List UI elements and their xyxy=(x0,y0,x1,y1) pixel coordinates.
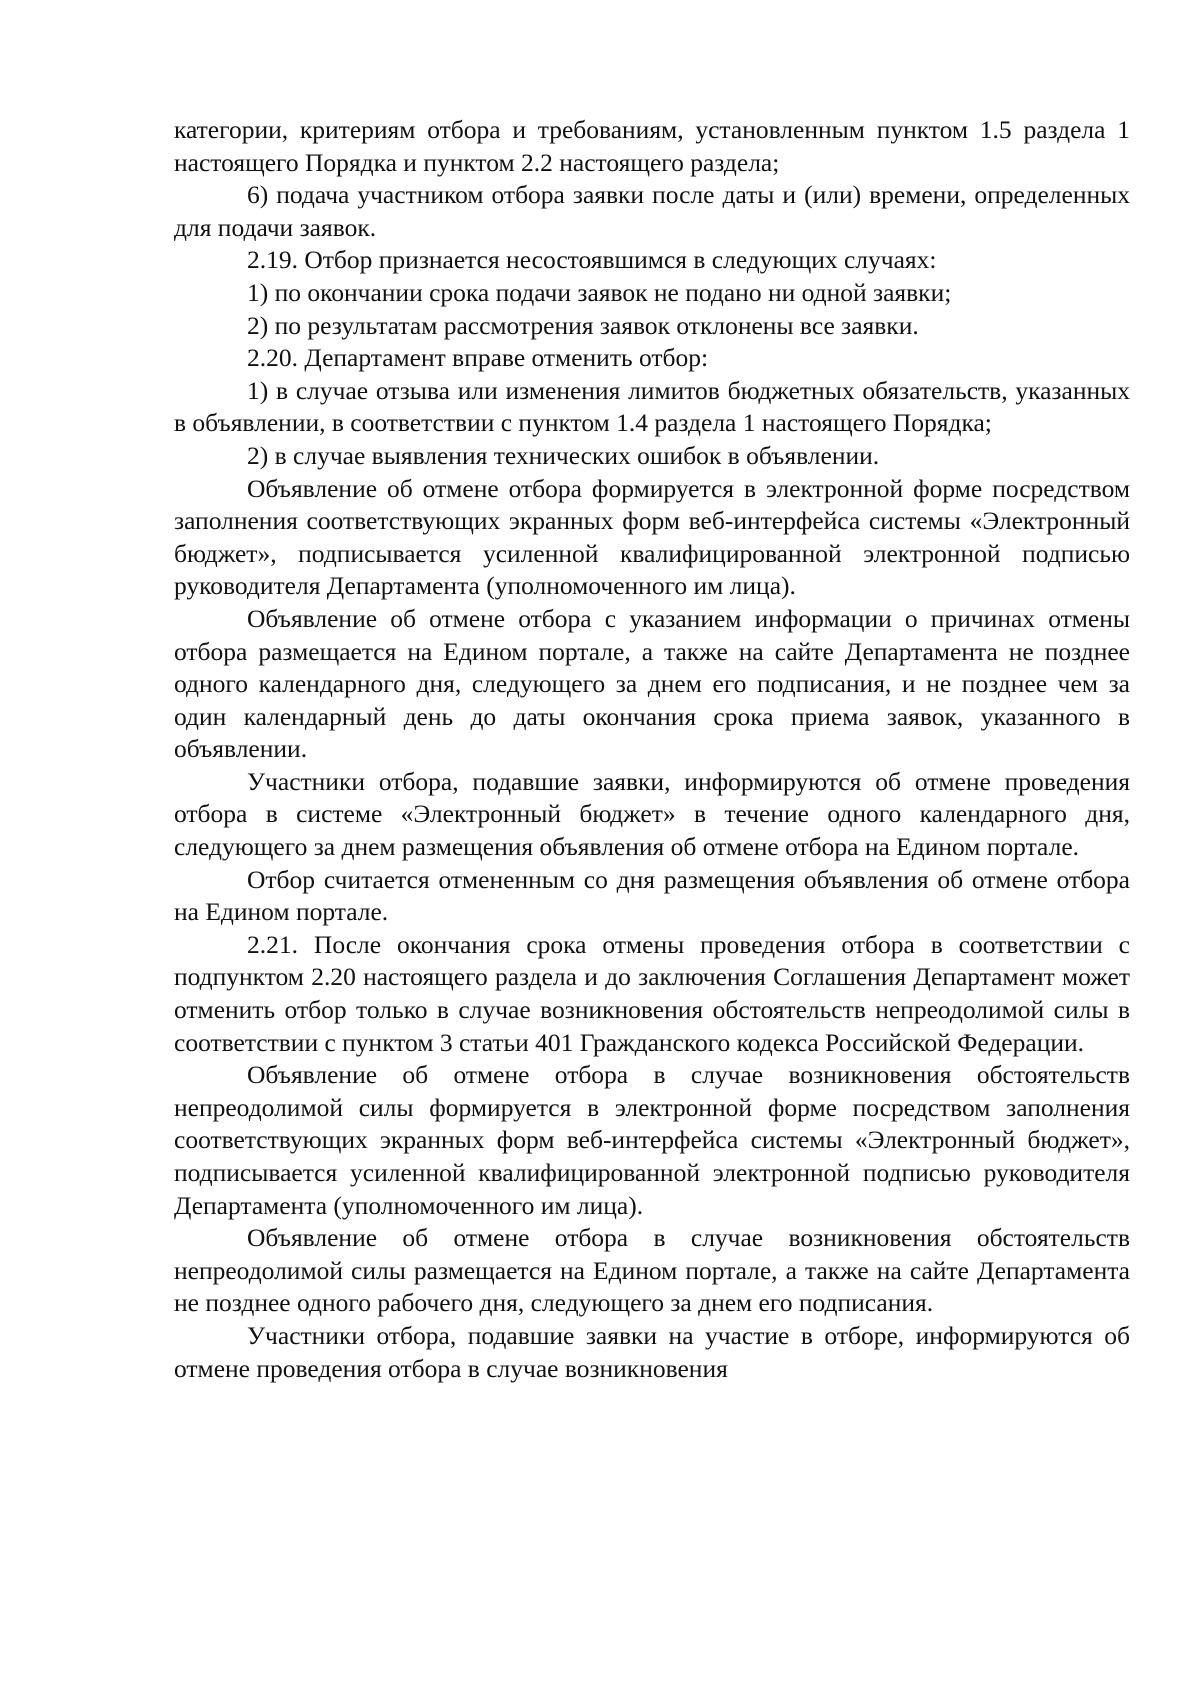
paragraph-force-majeure-participants: Участники отбора, подавшие заявки на участие в отборе, информируются об отмене проведения отбора в случае возникновения xyxy=(174,1320,1130,1383)
paragraph-continuation: категории, критериям отбора и требованиям, установленным пунктом 1.5 раздела 1 настоящего Порядка и пунктом 2.2 настоящего раздела; xyxy=(174,115,1130,177)
paragraph-2-21: 2.21. После окончания срока отмены проведения отбора в соответствии с подпунктом 2.20 настоящего раздела и до заключения Соглашения Департамент может отменить отбор только в случае возникновения обстоятельств непреодолимой силы в соответствии с пунктом 3 статьи 401 Гражданского кодекса Российской Федерации. xyxy=(174,929,1130,1057)
paragraph-2-20: 2.20. Департамент вправе отменить отбор: xyxy=(247,343,709,373)
paragraph-2-19-item-2: 2) по результатам рассмотрения заявок отклонены все заявки. xyxy=(247,310,919,340)
paragraph-cancel-notice-form: Объявление об отмене отбора формируется в электронной форме посредством заполнения соответствующих экранных форм веб-интерфейса системы «Электронный бюджет», подписывается усиленной квалифицированной электронной подписью руководителя Департамента (уполномоченного им лица). xyxy=(174,473,1130,601)
paragraph-2-20-item-1: 1) в случае отзыва или изменения лимитов бюджетных обязательств, указанных в объявлении, в соответствии с пунктом 1.4 раздела 1 настоящего Порядка; xyxy=(174,375,1130,438)
paragraph-2-20-item-2: 2) в случае выявления технических ошибок в объявлении. xyxy=(247,440,880,470)
paragraph-2-19: 2.19. Отбор признается несостоявшимся в следующих случаях: xyxy=(247,245,937,275)
document-body xyxy=(174,114,1130,1385)
paragraph-cancel-notice-publish: Объявление об отмене отбора с указанием информации о причинах отмены отбора размещается на Едином портале, а также на сайте Департамента не позднее одного календарного дня, следующего за днем его подписания, и не позднее чем за один календарный день до даты окончания срока приема заявок, указанного в объявлении. xyxy=(174,603,1130,764)
paragraph-force-majeure-publish: Объявление об отмене отбора в случае возникновения обстоятельств непреодолимой силы размещается на Едином портале, а также на сайте Департамента не позднее одного рабочего дня, следующего за днем его подписания. xyxy=(174,1223,1130,1318)
paragraph-cancel-effective: Отбор считается отмененным со дня размещения объявления об отмене отбора на Едином портале. xyxy=(174,864,1130,927)
paragraph-2-19-item-1: 1) по окончании срока подачи заявок не подано ни одной заявки; xyxy=(247,277,952,307)
paragraph-item-6: 6) подача участником отбора заявки после даты и (или) времени, определенных для подачи заявок. xyxy=(174,180,1130,242)
paragraph-force-majeure-form: Объявление об отмене отбора в случае возникновения обстоятельств непреодолимой силы формируется в электронной форме посредством заполнения соответствующих экранных форм веб-интерфейса системы «Электронный бюджет», подписывается усиленной квалифицированной электронной подписью руководителя Департамента (уполномоченного им лица). xyxy=(174,1060,1130,1220)
paragraph-participants-informed: Участники отбора, подавшие заявки, информируются об отмене проведения отбора в системе «Электронный бюджет» в течение одного календарного дня, следующего за днем размещения объявления об отмене отбора на Едином портале. xyxy=(174,766,1130,862)
